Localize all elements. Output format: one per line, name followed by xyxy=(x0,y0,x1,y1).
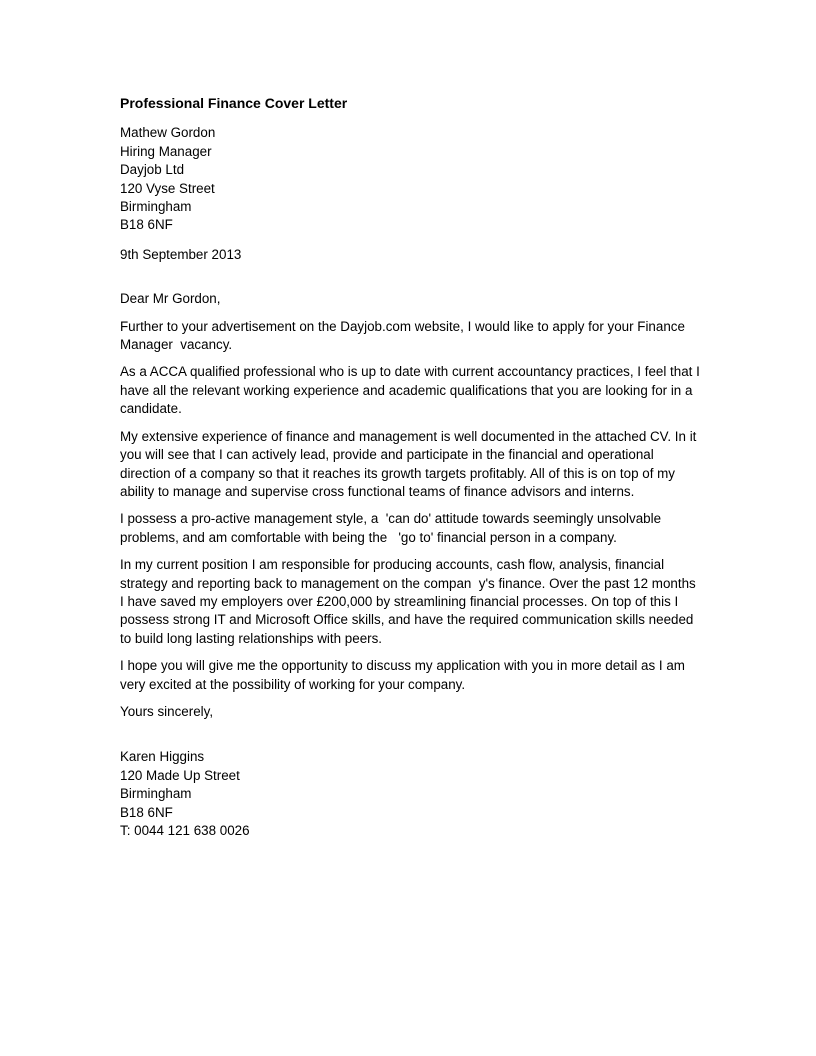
sender-postcode: B18 6NF xyxy=(120,804,173,820)
letter-date: 9th September 2013 xyxy=(120,246,242,262)
recipient-postcode: B18 6NF xyxy=(120,217,173,233)
paragraph-hope: I hope you will give me the opportunity to discuss my application with you in more detail as I am very excited at the possibility of working for your company. xyxy=(120,658,689,692)
recipient-address-block xyxy=(120,124,700,234)
paragraph-management-style: I possess a pro-active management style, a 'can do' attitude towards seemingly unsolvable problems, and am comfortable with being the 'go to' financial person in a company. xyxy=(120,511,665,545)
recipient-company: Dayjob Ltd xyxy=(120,162,185,178)
paragraph-current-position: In my current position I am responsible for producing accounts, cash flow, analysis, financial strategy and reporting back to management on the compan y's finance. Over the past 12 months I have saved my employers over £200,000 by streamlining financial processes. On top of this I possess strong IT and Microsoft Office skills, and have the required communication skills needed to build long lasting relationships with peers. xyxy=(120,557,700,646)
sender-street: 120 Made Up Street xyxy=(120,767,240,783)
recipient-name: Mathew Gordon xyxy=(120,125,216,141)
letter-title: Professional Finance Cover Letter xyxy=(120,95,348,111)
recipient-street: 120 Vyse Street xyxy=(120,180,215,196)
paragraph-qualifications: As a ACCA qualified professional who is up to date with current accountancy practices, I feel that I have all the relevant working experience and academic qualifications that you are looking for in a candidate. xyxy=(120,364,704,417)
closing: Yours sincerely, xyxy=(120,703,214,719)
sender-name: Karen Higgins xyxy=(120,749,205,765)
recipient-city: Birmingham xyxy=(120,199,192,215)
sender-city: Birmingham xyxy=(120,786,192,802)
recipient-role: Hiring Manager xyxy=(120,143,212,159)
sender-phone: T: 0044 121 638 0026 xyxy=(120,823,250,838)
paragraph-intro: Further to your advertisement on the Dayjob.com website, I would like to apply for your Finance Manager vacancy. xyxy=(120,318,689,353)
letter-content xyxy=(120,94,704,840)
paragraph-experience: My extensive experience of finance and management is well documented in the attached CV. In it you will see that I can actively lead, provide and participate in the financial and operational direction of a company so that it reaches its growth targets profitably. All of this is on top of my ability to manage and supervise cross functional teams of finance advisors and interns. xyxy=(120,428,701,499)
sender-signature-block xyxy=(120,748,700,840)
salutation: Dear Mr Gordon, xyxy=(120,291,221,307)
